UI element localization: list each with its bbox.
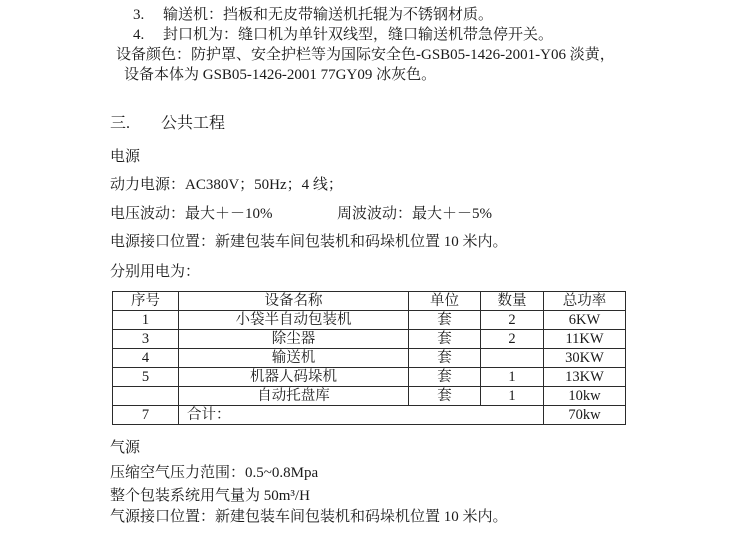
table-total-row [113, 406, 626, 425]
table-cell: 套 [409, 368, 481, 387]
note-number: 3. [133, 7, 145, 23]
table-header-row [113, 292, 626, 311]
section-title: 公共工程 [161, 115, 226, 132]
table-cell: 除尘器 [179, 330, 409, 349]
table-cell: 套 [409, 330, 481, 349]
table-header-cell: 总功率 [544, 292, 626, 311]
power-interface-location: 电源接口位置：新建包装车间包装机和码垛机位置 10 米内。 [110, 234, 508, 250]
table-cell: 套 [409, 349, 481, 368]
table-cell [113, 387, 179, 406]
table-cell: 套 [409, 311, 481, 330]
table-row [113, 330, 626, 349]
table-cell: 3 [113, 330, 179, 349]
table-cell: 输送机 [179, 349, 409, 368]
table-header-cell: 数量 [481, 292, 544, 311]
table-cell: 30KW [544, 349, 626, 368]
equipment-power-table [112, 291, 626, 425]
table-cell: 套 [409, 387, 481, 406]
table-cell: 自动托盘库 [179, 387, 409, 406]
table-cell: 7 [113, 406, 179, 425]
table-cell: 1 [481, 368, 544, 387]
fluctuation-line [110, 205, 492, 224]
frequency-fluctuation: 周波波动：最大＋－5% [337, 206, 492, 222]
table-row [113, 311, 626, 330]
table-total-label: 合计： [179, 406, 544, 425]
table-cell: 2 [481, 330, 544, 349]
equipment-color-note-line1: 设备颜色：防护罩、安全护栏等为国际安全色-GSB05-1426-2001-Y06 淡黄， [116, 47, 615, 63]
table-cell: 6KW [544, 311, 626, 330]
table-header-cell: 单位 [409, 292, 481, 311]
note-line-conveyor [133, 6, 493, 25]
air-interface-location: 气源接口位置：新建包装车间包装机和码垛机位置 10 米内。 [110, 509, 508, 525]
table-cell: 11KW [544, 330, 626, 349]
equipment-color-note-line2: 设备本体为 GSB05-1426-2001 77GY09 冰灰色。 [124, 67, 437, 83]
table-header-cell: 设备名称 [179, 292, 409, 311]
table-cell: 小袋半自动包装机 [179, 311, 409, 330]
note-number: 4. [133, 27, 145, 43]
voltage-fluctuation: 电压波动：最大＋－10% [110, 206, 273, 222]
table-row [113, 349, 626, 368]
table-header-cell: 序号 [113, 292, 179, 311]
air-consumption: 整个包装系统用气量为 50m³/H [110, 488, 310, 504]
table-total-value: 70kw [544, 406, 626, 425]
air-pressure-range: 压缩空气压力范围：0.5~0.8Mpa [110, 465, 319, 481]
table-cell [481, 349, 544, 368]
table-row [113, 368, 626, 387]
table-cell: 机器人码垛机 [179, 368, 409, 387]
power-heading: 电源 [110, 149, 141, 165]
note-line-sealer [133, 26, 553, 45]
table-cell: 4 [113, 349, 179, 368]
section-number: 三. [110, 115, 131, 132]
table-cell: 5 [113, 368, 179, 387]
power-usage-intro: 分别用电为： [110, 264, 201, 280]
main-power-spec: 动力电源：AC380V；50Hz；4 线； [110, 177, 343, 193]
table-cell: 1 [113, 311, 179, 330]
table-cell: 1 [481, 387, 544, 406]
section-heading [110, 113, 225, 135]
table-cell: 10kw [544, 387, 626, 406]
table-cell: 13KW [544, 368, 626, 387]
table-row [113, 387, 626, 406]
note-text: 封口机为：缝口机为单针双线型，缝口输送机带急停开关。 [163, 27, 554, 43]
air-heading: 气源 [110, 440, 141, 456]
table-cell: 2 [481, 311, 544, 330]
note-text: 输送机：挡板和无皮带输送机托辊为不锈钢材质。 [163, 7, 494, 23]
